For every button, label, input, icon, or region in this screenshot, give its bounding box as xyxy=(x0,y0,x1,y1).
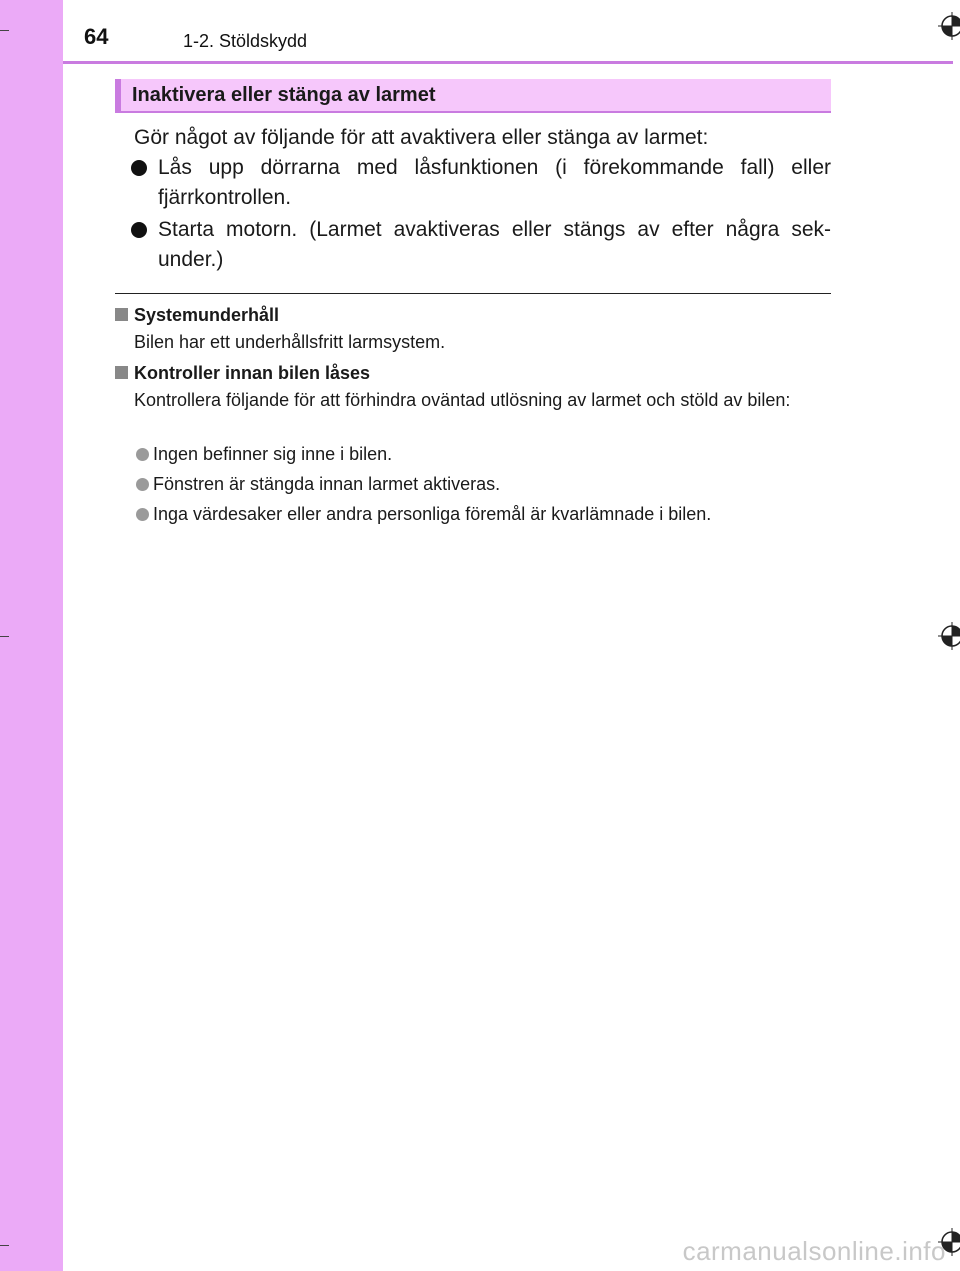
note-heading xyxy=(115,361,370,385)
bullet-icon xyxy=(131,222,147,238)
section-title: 1-2. Stöldskydd xyxy=(183,31,308,51)
registration-mark-icon xyxy=(938,12,960,40)
bullet-icon xyxy=(136,478,149,491)
registration-mark-icon xyxy=(938,622,960,650)
list-item-text: Fönstren är stängda innan larmet aktiveras. xyxy=(153,474,501,494)
section-heading-box xyxy=(115,79,831,113)
list-item xyxy=(136,442,392,466)
square-bullet-icon xyxy=(115,308,128,321)
intro-text: Gör något av följande för att avaktivera eller stänga av larmet: xyxy=(134,126,709,149)
watermark: carmanualsonline.info xyxy=(682,1236,946,1266)
list-item-text: Lås upp dörrarna med låsfunktionen (i förekommande fall) eller fjärrkontrollen. xyxy=(158,156,831,209)
list-item-text: Inga värdesaker eller andra personliga föremål är kvarlämnade i bilen. xyxy=(153,504,712,524)
crop-mark xyxy=(0,636,9,637)
square-bullet-icon xyxy=(115,366,128,379)
bullet-icon xyxy=(136,508,149,521)
note-body: Kontrollera följande för att förhindra oväntad utlösning av larmet och stöld av bilen: xyxy=(134,390,791,410)
note-title: Systemunderhåll xyxy=(134,305,280,325)
crop-mark xyxy=(0,1245,9,1246)
crop-mark xyxy=(0,30,9,31)
side-color-bar xyxy=(0,0,63,1271)
note-title: Kontroller innan bilen låses xyxy=(134,363,371,383)
bullet-icon xyxy=(131,160,147,176)
header-rule xyxy=(63,61,953,64)
list-item xyxy=(131,153,831,213)
list-item-text: Ingen befinner sig inne i bilen. xyxy=(153,444,393,464)
divider xyxy=(115,293,831,294)
note-body: Bilen har ett underhållsfritt larmsystem. xyxy=(134,332,446,352)
list-item xyxy=(131,215,831,275)
section-heading: Inaktivera eller stänga av larmet xyxy=(132,84,436,106)
note-heading xyxy=(115,303,279,327)
bullet-icon xyxy=(136,448,149,461)
list-item-text: Starta motorn. (Larmet avaktiveras eller stängs av efter några sek-under.) xyxy=(158,218,831,271)
list-item xyxy=(136,472,500,496)
list-item xyxy=(136,502,711,526)
page-number: 64 xyxy=(84,24,109,49)
